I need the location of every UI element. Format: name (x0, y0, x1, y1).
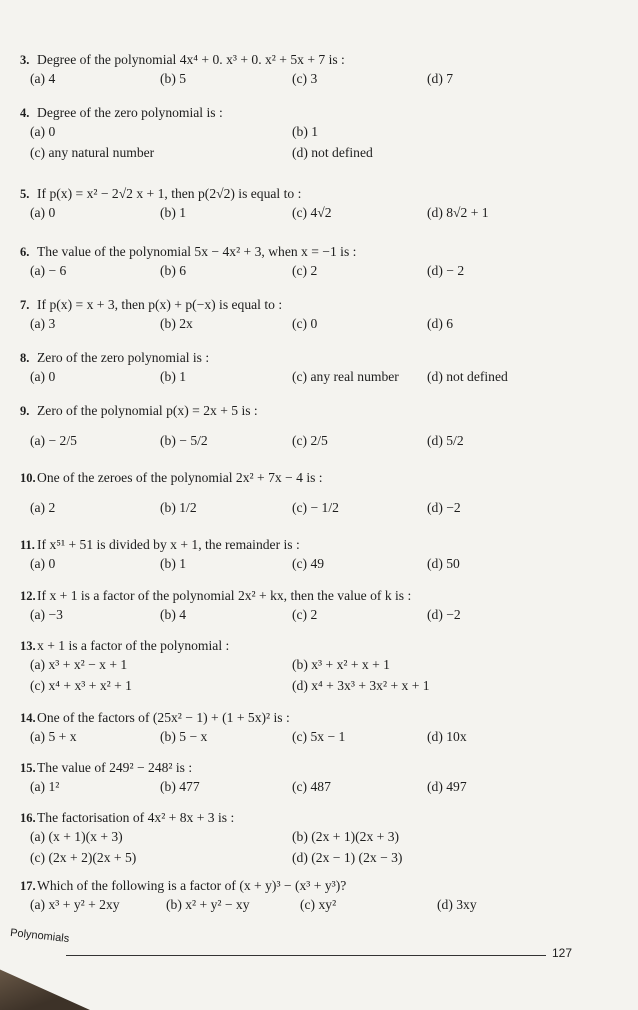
question-number: 3. (20, 53, 30, 67)
option-d: (d) 6 (427, 316, 454, 331)
option-b: (b) 5 − x (160, 729, 208, 744)
question-text: Degree of the polynomial 4x⁴ + 0. x³ + 0. x² + 5x + 7 is : (37, 52, 345, 67)
option-b: (b) 1 (160, 556, 187, 571)
option-c: (c) 487 (292, 779, 331, 794)
option-a: (a) 0 (30, 556, 56, 571)
option-c: (c) 0 (292, 316, 318, 331)
question-number: 10. (20, 471, 36, 485)
option-b: (b) 4 (160, 607, 187, 622)
question-text: The value of 249² − 248² is : (37, 760, 193, 775)
question-16 (20, 810, 620, 868)
question-text: The factorisation of 4x² + 8x + 3 is : (37, 810, 235, 825)
question-text: One of the factors of (25x² − 1) + (1 + 5x)² is : (37, 710, 290, 725)
option-d: (d) − 2 (427, 263, 465, 278)
option-b: (b) 1/2 (160, 500, 197, 515)
option-a: (a) 4 (30, 71, 56, 86)
question-text: If p(x) = x² − 2√2 x + 1, then p(2√2) is equal to : (37, 186, 302, 201)
option-b: (b) x³ + x² + x + 1 (292, 657, 390, 672)
question-5 (20, 186, 620, 223)
question-8 (20, 350, 620, 387)
option-b: (b) 1 (160, 369, 187, 384)
option-a: (a) (x + 1)(x + 3) (30, 829, 123, 844)
option-b: (b) − 5/2 (160, 433, 208, 448)
option-a: (a) 1² (30, 779, 60, 794)
option-a: (a) x³ + y² + 2xy (30, 897, 120, 912)
question-number: 8. (20, 351, 30, 365)
option-d: (d) 7 (427, 71, 454, 86)
option-b: (b) 2x (160, 316, 193, 331)
footer-rule (66, 955, 546, 956)
question-text: One of the zeroes of the polynomial 2x² + 7x − 4 is : (37, 470, 323, 485)
option-b: (b) x² + y² − xy (166, 897, 250, 912)
option-c: (c) 2 (292, 607, 318, 622)
option-c: (c) x⁴ + x³ + x² + 1 (30, 678, 132, 693)
option-c: (c) 3 (292, 71, 318, 86)
question-text: x + 1 is a factor of the polynomial : (37, 638, 230, 653)
question-text: Zero of the polynomial p(x) = 2x + 5 is : (37, 403, 258, 418)
option-d: (d) −2 (427, 500, 461, 515)
option-a: (a) 0 (30, 205, 56, 220)
question-number: 17. (20, 879, 36, 893)
option-c: (c) − 1/2 (292, 500, 339, 515)
question-9 (20, 403, 620, 457)
question-text: Zero of the zero polynomial is : (37, 350, 210, 365)
option-b: (b) 477 (160, 779, 200, 794)
question-6 (20, 244, 620, 281)
question-3 (20, 52, 620, 89)
question-number: 15. (20, 761, 36, 775)
question-7 (20, 297, 620, 334)
question-4 (20, 105, 620, 163)
option-d: (d) 3xy (437, 897, 477, 912)
option-d: (d) 8√2 + 1 (427, 205, 489, 220)
option-c: (c) any natural number (30, 145, 155, 160)
question-text: Degree of the zero polynomial is : (37, 105, 223, 120)
option-a: (a) 0 (30, 369, 56, 384)
option-d: (d) not defined (427, 369, 508, 384)
question-number: 6. (20, 245, 30, 259)
option-c: (c) 5x − 1 (292, 729, 346, 744)
question-text: If p(x) = x + 3, then p(x) + p(−x) is equal to : (37, 297, 283, 312)
question-13 (20, 638, 620, 696)
question-14 (20, 710, 620, 747)
question-text: The value of the polynomial 5x − 4x² + 3, when x = −1 is : (37, 244, 357, 259)
option-c: (c) 2/5 (292, 433, 328, 448)
option-d: (d) (2x − 1) (2x − 3) (292, 850, 403, 865)
question-text: If x⁵¹ + 51 is divided by x + 1, the remainder is : (37, 537, 300, 552)
question-text: Which of the following is a factor of (x + y)³ − (x³ + y³)? (37, 878, 347, 893)
option-d: (d) 5/2 (427, 433, 464, 448)
option-a: (a) 3 (30, 316, 56, 331)
question-10 (20, 470, 620, 524)
option-b: (b) 1 (160, 205, 187, 220)
option-d: (d) 50 (427, 556, 460, 571)
option-b: (b) 1 (292, 124, 319, 139)
option-a: (a) 2 (30, 500, 56, 515)
option-c: (c) (2x + 2)(2x + 5) (30, 850, 137, 865)
question-number: 12. (20, 589, 36, 603)
option-d: (d) x⁴ + 3x³ + 3x² + x + 1 (292, 678, 430, 693)
option-a: (a) 5 + x (30, 729, 77, 744)
question-number: 16. (20, 811, 36, 825)
question-number: 5. (20, 187, 30, 201)
option-c: (c) 4√2 (292, 205, 332, 220)
option-a: (a) x³ + x² − x + 1 (30, 657, 128, 672)
section-label: Polynomials (9, 926, 70, 946)
question-number: 4. (20, 106, 30, 120)
option-b: (b) (2x + 1)(2x + 3) (292, 829, 400, 844)
question-12 (20, 588, 620, 625)
question-number: 9. (20, 404, 30, 418)
question-17 (20, 878, 620, 915)
page-corner-shadow (0, 965, 90, 1010)
option-d: (d) not defined (292, 145, 373, 160)
option-a: (a) 0 (30, 124, 56, 139)
question-15 (20, 760, 620, 797)
option-a: (a) −3 (30, 607, 63, 622)
option-b: (b) 5 (160, 71, 187, 86)
question-number: 7. (20, 298, 30, 312)
question-number: 11. (20, 538, 35, 552)
option-a: (a) − 6 (30, 263, 67, 278)
option-c: (c) any real number (292, 369, 399, 384)
option-c: (c) xy² (300, 897, 337, 912)
question-number: 14. (20, 711, 36, 725)
option-d: (d) 497 (427, 779, 467, 794)
option-c: (c) 49 (292, 556, 325, 571)
option-d: (d) 10x (427, 729, 467, 744)
page-number: 127 (552, 946, 573, 960)
question-text: If x + 1 is a factor of the polynomial 2x² + kx, then the value of k is : (37, 588, 412, 603)
option-b: (b) 6 (160, 263, 187, 278)
option-d: (d) −2 (427, 607, 461, 622)
question-number: 13. (20, 639, 36, 653)
question-11 (20, 537, 620, 574)
option-a: (a) − 2/5 (30, 433, 77, 448)
option-c: (c) 2 (292, 263, 318, 278)
